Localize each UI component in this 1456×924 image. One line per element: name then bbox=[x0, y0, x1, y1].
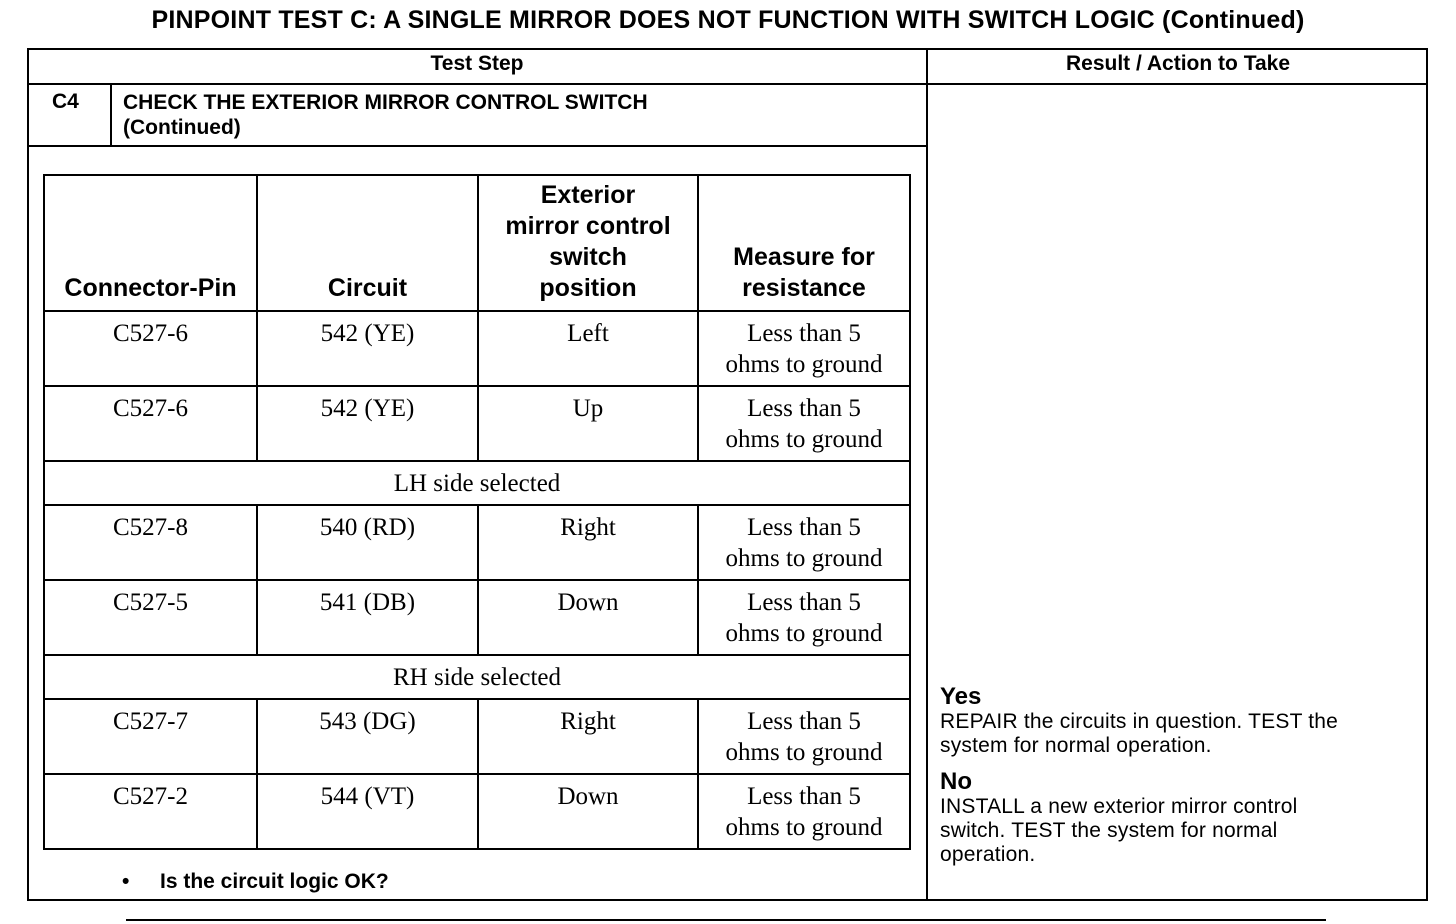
header-line: switch bbox=[549, 243, 627, 271]
step-id-divider bbox=[110, 83, 112, 146]
group-label: RH side selected bbox=[44, 655, 910, 699]
column-header-test-step: Test Step bbox=[430, 52, 524, 75]
result-yes bbox=[940, 684, 1422, 758]
step-title-continued: (Continued) bbox=[123, 116, 241, 139]
header-line: Measure for bbox=[733, 243, 875, 271]
header-line: resistance bbox=[742, 274, 866, 302]
measure-line: ohms to ground bbox=[725, 739, 883, 766]
cell-measure bbox=[698, 505, 910, 580]
cell-pin: C527-2 bbox=[44, 774, 257, 849]
check-question bbox=[122, 870, 389, 894]
step-title-rule bbox=[27, 145, 927, 147]
cell-position: Up bbox=[478, 386, 698, 461]
page-title: PINPOINT TEST C: A SINGLE MIRROR DOES NOT FUNCTION WITH SWITCH LOGIC (Continued) bbox=[151, 6, 1305, 34]
cell-measure bbox=[698, 386, 910, 461]
cell-circuit: 541 (DB) bbox=[257, 580, 478, 655]
cell-position: Right bbox=[478, 699, 698, 774]
header-connector-pin: Connector-Pin bbox=[44, 175, 257, 311]
cell-circuit: 540 (RD) bbox=[257, 505, 478, 580]
column-divider bbox=[926, 48, 928, 901]
header-line: position bbox=[539, 274, 637, 302]
header-circuit: Circuit bbox=[257, 175, 478, 311]
question-text: Is the circuit logic OK? bbox=[160, 870, 389, 893]
cell-position: Right bbox=[478, 505, 698, 580]
table-row bbox=[44, 580, 910, 655]
table-row bbox=[44, 311, 910, 386]
table-header-row bbox=[44, 175, 910, 311]
cell-circuit: 543 (DG) bbox=[257, 699, 478, 774]
measure-line: ohms to ground bbox=[725, 620, 883, 647]
cell-measure bbox=[698, 699, 910, 774]
yes-text: REPAIR the circuits in question. TEST the bbox=[940, 710, 1339, 733]
no-text: switch. TEST the system for normal bbox=[940, 819, 1278, 842]
column-header-result: Result / Action to Take bbox=[1065, 52, 1291, 75]
cell-circuit: 542 (YE) bbox=[257, 386, 478, 461]
yes-label: Yes bbox=[940, 683, 982, 710]
cell-pin: C527-6 bbox=[44, 311, 257, 386]
measure-line: ohms to ground bbox=[725, 426, 883, 453]
header-rule bbox=[27, 83, 1428, 85]
header-measure bbox=[698, 175, 910, 311]
no-label: No bbox=[940, 768, 972, 795]
step-id: C4 bbox=[52, 90, 79, 113]
header-line: Exterior bbox=[540, 181, 636, 209]
yes-text: system for normal operation. bbox=[940, 734, 1212, 757]
measure-line: Less than 5 bbox=[747, 589, 861, 616]
header-line: mirror control bbox=[505, 212, 671, 240]
cell-measure bbox=[698, 774, 910, 849]
measurement-table bbox=[43, 174, 911, 850]
cell-pin: C527-6 bbox=[44, 386, 257, 461]
no-text: INSTALL a new exterior mirror control bbox=[940, 795, 1298, 818]
cell-circuit: 544 (VT) bbox=[257, 774, 478, 849]
cell-pin: C527-7 bbox=[44, 699, 257, 774]
group-row-lh bbox=[44, 461, 910, 505]
measure-line: ohms to ground bbox=[725, 545, 883, 572]
footer-rule bbox=[126, 919, 1326, 921]
cell-position: Left bbox=[478, 311, 698, 386]
cell-position: Down bbox=[478, 774, 698, 849]
bullet-icon: • bbox=[122, 870, 130, 893]
group-row-rh bbox=[44, 655, 910, 699]
no-text: operation. bbox=[940, 843, 1036, 866]
measure-line: Less than 5 bbox=[747, 783, 861, 810]
table-row bbox=[44, 386, 910, 461]
measure-line: Less than 5 bbox=[747, 708, 861, 735]
measure-line: ohms to ground bbox=[725, 351, 883, 378]
measure-line: Less than 5 bbox=[747, 395, 861, 422]
cell-position: Down bbox=[478, 580, 698, 655]
table-row bbox=[44, 774, 910, 849]
cell-pin: C527-5 bbox=[44, 580, 257, 655]
measure-line: ohms to ground bbox=[725, 814, 883, 841]
cell-measure bbox=[698, 580, 910, 655]
cell-measure bbox=[698, 311, 910, 386]
step-title bbox=[123, 90, 648, 140]
result-no bbox=[940, 769, 1422, 867]
table-row bbox=[44, 699, 910, 774]
group-label: LH side selected bbox=[44, 461, 910, 505]
table-row bbox=[44, 505, 910, 580]
header-switch-position bbox=[478, 175, 698, 311]
measure-line: Less than 5 bbox=[747, 320, 861, 347]
cell-circuit: 542 (YE) bbox=[257, 311, 478, 386]
cell-pin: C527-8 bbox=[44, 505, 257, 580]
step-title-line: CHECK THE EXTERIOR MIRROR CONTROL SWITCH bbox=[123, 91, 648, 114]
measure-line: Less than 5 bbox=[747, 514, 861, 541]
